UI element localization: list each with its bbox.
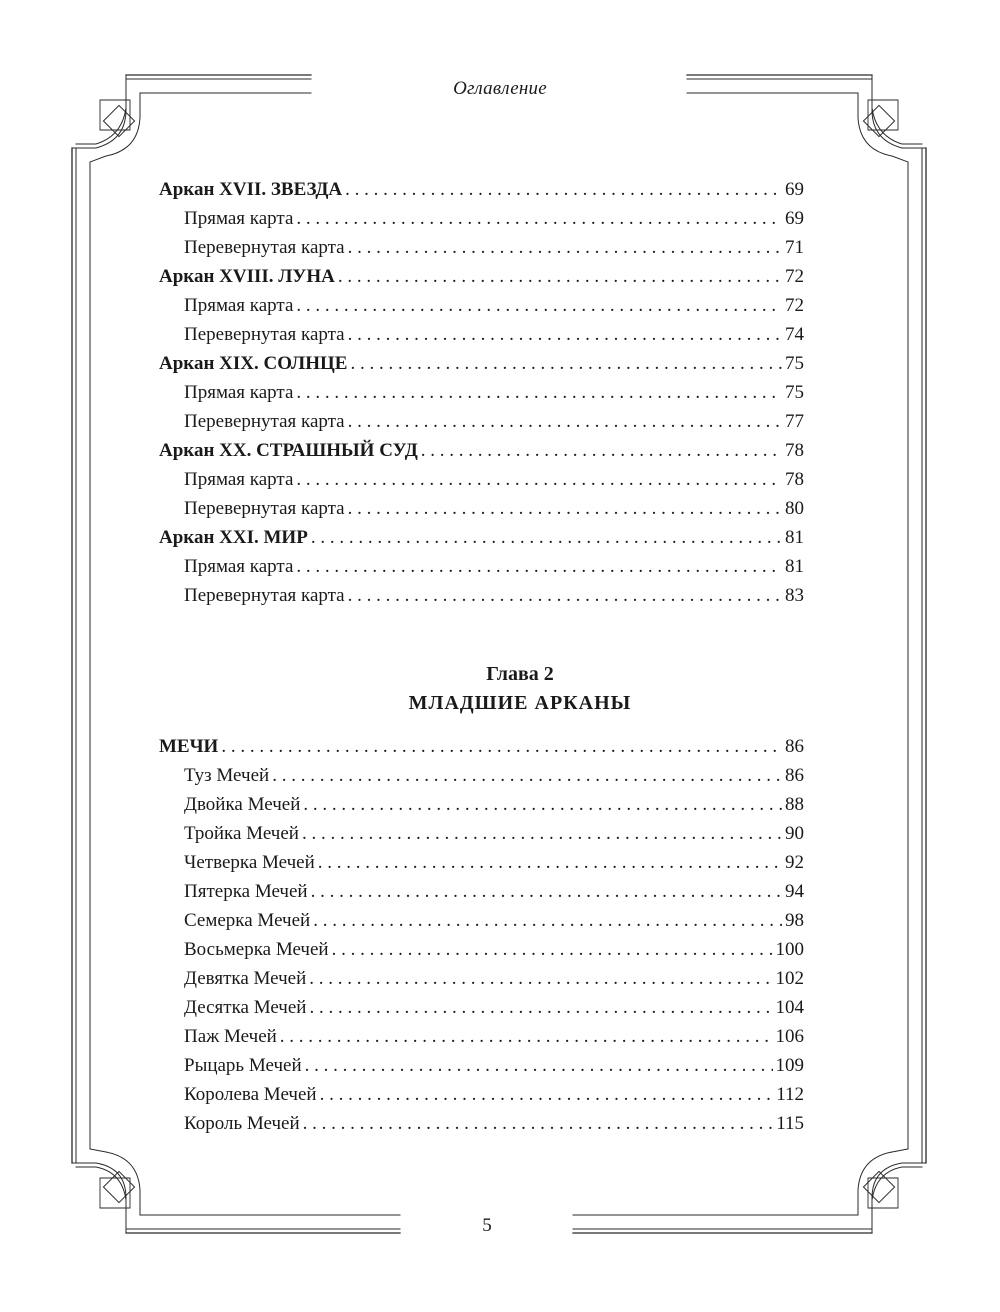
toc-entry-title: Пятерка Мечей bbox=[184, 881, 308, 902]
toc-entry-main bbox=[159, 349, 804, 378]
page-number: 5 bbox=[482, 1215, 492, 1236]
dot-leader bbox=[348, 494, 782, 523]
toc-entry-sub bbox=[159, 291, 804, 320]
toc-entry-title: Перевернутая карта bbox=[184, 411, 345, 432]
dot-leader bbox=[338, 262, 782, 291]
toc-entry-sub bbox=[159, 465, 804, 494]
toc-entry-title: Перевернутая карта bbox=[184, 498, 345, 519]
toc-entry-page: 72 bbox=[785, 295, 804, 316]
toc-entry-page: 75 bbox=[785, 353, 804, 374]
toc-entry-title: Паж Мечей bbox=[184, 1026, 277, 1047]
toc-entry-title: Прямая карта bbox=[184, 556, 294, 577]
toc-entry-title: Перевернутая карта bbox=[184, 237, 345, 258]
dot-leader bbox=[421, 436, 782, 465]
chapter-name: МЛАДШИЕ АРКАНЫ bbox=[408, 692, 632, 714]
toc-entry-page: 115 bbox=[776, 1113, 804, 1134]
toc-entry-page: 81 bbox=[785, 527, 804, 548]
toc-entry-main bbox=[159, 523, 804, 552]
dot-leader bbox=[302, 819, 782, 848]
toc-entry-page: 94 bbox=[785, 881, 804, 902]
toc-entry-sub bbox=[159, 320, 804, 349]
toc-entry-title: Аркан XVIII. ЛУНА bbox=[159, 266, 335, 287]
toc-entry-page: 77 bbox=[785, 411, 804, 432]
toc-entry-title: Семерка Мечей bbox=[184, 910, 311, 931]
toc-entry-sub bbox=[159, 964, 804, 993]
toc-entry-page: 109 bbox=[775, 1055, 804, 1076]
dot-leader bbox=[348, 407, 782, 436]
toc-entry-page: 80 bbox=[785, 498, 804, 519]
toc-entry-page: 88 bbox=[785, 794, 804, 815]
toc-entry-title: Аркан XVII. ЗВЕЗДА bbox=[159, 179, 343, 200]
dot-leader bbox=[313, 906, 782, 935]
chapter-heading bbox=[159, 660, 881, 718]
dot-leader bbox=[320, 1080, 774, 1109]
toc-entry-title: Аркан XXI. МИР bbox=[159, 527, 308, 548]
dot-leader bbox=[309, 964, 772, 993]
toc-section-minor-arcana bbox=[159, 732, 804, 1138]
toc-entry-sub bbox=[159, 819, 804, 848]
toc-entry-sub bbox=[159, 1022, 804, 1051]
toc-entry-sub bbox=[159, 233, 804, 262]
toc-entry-sub bbox=[159, 1109, 804, 1138]
dot-leader bbox=[296, 552, 782, 581]
toc-entry-page: 100 bbox=[775, 939, 804, 960]
dot-leader bbox=[303, 790, 782, 819]
frame-left-rules bbox=[72, 148, 90, 1163]
dot-leader bbox=[296, 378, 782, 407]
toc-entry-page: 86 bbox=[785, 765, 804, 786]
toc-entry-title: Прямая карта bbox=[184, 295, 294, 316]
dot-leader bbox=[296, 291, 782, 320]
toc-entry-sub bbox=[159, 993, 804, 1022]
toc-entry-sub bbox=[159, 848, 804, 877]
toc-entry-sub bbox=[159, 581, 804, 610]
dot-leader bbox=[348, 320, 782, 349]
toc-entry-page: 90 bbox=[785, 823, 804, 844]
toc-entry-title: Рыцарь Мечей bbox=[184, 1055, 302, 1076]
dot-leader bbox=[348, 233, 782, 262]
toc-entry-sub bbox=[159, 552, 804, 581]
toc-entry-title: Туз Мечей bbox=[184, 765, 270, 786]
toc-entry-title: Король Мечей bbox=[184, 1113, 300, 1134]
toc-entry-sub bbox=[159, 935, 804, 964]
dot-leader bbox=[221, 732, 782, 761]
toc-entry-sub bbox=[159, 790, 804, 819]
toc-entry-title: Восьмерка Мечей bbox=[184, 939, 329, 960]
chapter-label: Глава 2 bbox=[486, 663, 554, 685]
toc-entry-sub bbox=[159, 204, 804, 233]
toc-entry-page: 98 bbox=[785, 910, 804, 931]
toc-entry-title: Четверка Мечей bbox=[184, 852, 315, 873]
toc-entry-main bbox=[159, 262, 804, 291]
toc-entry-page: 75 bbox=[785, 382, 804, 403]
toc-entry-page: 74 bbox=[785, 324, 804, 345]
toc-entry-sub bbox=[159, 1080, 804, 1109]
toc-entry-main bbox=[159, 175, 804, 204]
toc-entry-title: Аркан XIX. СОЛНЦЕ bbox=[159, 353, 348, 374]
dot-leader bbox=[303, 1109, 774, 1138]
toc-entry-sub bbox=[159, 761, 804, 790]
dot-leader bbox=[296, 465, 782, 494]
toc-entry-main bbox=[159, 436, 804, 465]
toc-entry-title: Десятка Мечей bbox=[184, 997, 307, 1018]
toc-entry-main bbox=[159, 732, 804, 761]
toc-entry-page: 71 bbox=[785, 237, 804, 258]
toc-entry-page: 78 bbox=[785, 469, 804, 490]
dot-leader bbox=[305, 1051, 773, 1080]
running-head: Оглавление bbox=[453, 78, 547, 99]
dot-leader bbox=[318, 848, 782, 877]
toc-entry-sub bbox=[159, 494, 804, 523]
toc-entry-title: Тройка Мечей bbox=[184, 823, 299, 844]
dot-leader bbox=[311, 877, 782, 906]
toc-entry-page: 106 bbox=[775, 1026, 804, 1047]
toc-entry-sub bbox=[159, 1051, 804, 1080]
toc-entry-sub bbox=[159, 378, 804, 407]
toc-entry-title: Королева Мечей bbox=[184, 1084, 317, 1105]
toc-entry-title: Перевернутая карта bbox=[184, 585, 345, 606]
toc-entry-title: Девятка Мечей bbox=[184, 968, 307, 989]
toc-entry-page: 69 bbox=[785, 179, 804, 200]
toc-entry-page: 86 bbox=[785, 736, 804, 757]
toc-entry-title: МЕЧИ bbox=[159, 736, 219, 757]
dot-leader bbox=[309, 993, 772, 1022]
dot-leader bbox=[272, 761, 782, 790]
toc-entry-page: 72 bbox=[785, 266, 804, 287]
toc-entry-page: 69 bbox=[785, 208, 804, 229]
toc-entry-page: 92 bbox=[785, 852, 804, 873]
toc-entry-sub bbox=[159, 407, 804, 436]
toc-entry-page: 102 bbox=[775, 968, 804, 989]
dot-leader bbox=[332, 935, 773, 964]
toc-entry-page: 83 bbox=[785, 585, 804, 606]
toc-entry-title: Перевернутая карта bbox=[184, 324, 345, 345]
toc-entry-title: Прямая карта bbox=[184, 469, 294, 490]
dot-leader bbox=[348, 581, 782, 610]
frame-right-rules bbox=[908, 148, 926, 1163]
dot-leader bbox=[296, 204, 782, 233]
toc-entry-title: Аркан XX. СТРАШНЫЙ СУД bbox=[159, 440, 418, 461]
toc-entry-page: 112 bbox=[776, 1084, 804, 1105]
dot-leader bbox=[345, 175, 782, 204]
dot-leader bbox=[280, 1022, 773, 1051]
toc-entry-title: Прямая карта bbox=[184, 382, 294, 403]
toc-entry-sub bbox=[159, 906, 804, 935]
toc-entry-page: 78 bbox=[785, 440, 804, 461]
toc-entry-title: Двойка Мечей bbox=[184, 794, 301, 815]
dot-leader bbox=[350, 349, 782, 378]
toc-entry-page: 81 bbox=[785, 556, 804, 577]
dot-leader bbox=[311, 523, 782, 552]
toc-entry-title: Прямая карта bbox=[184, 208, 294, 229]
toc-entry-page: 104 bbox=[775, 997, 804, 1018]
toc-section-major-arcana bbox=[159, 175, 804, 610]
toc-entry-sub bbox=[159, 877, 804, 906]
